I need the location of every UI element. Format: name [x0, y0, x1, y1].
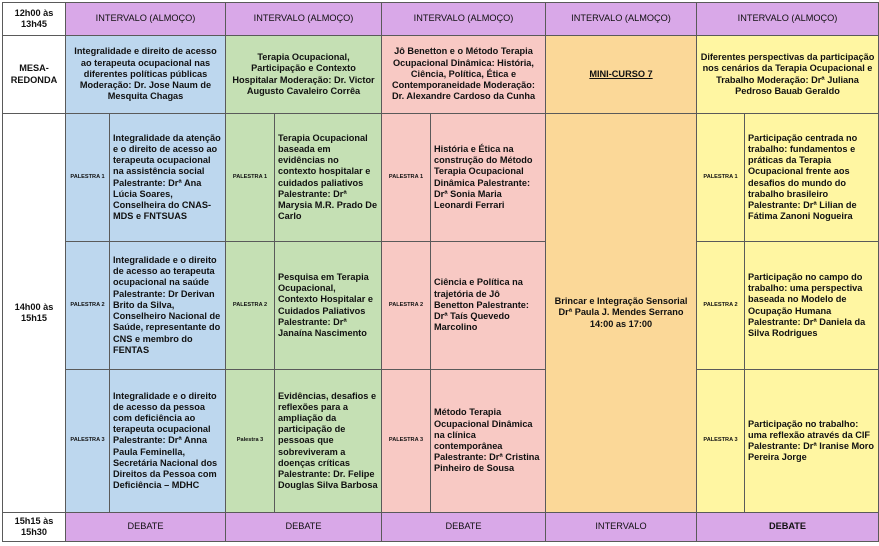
lunch-cell-5: INTERVALO (ALMOÇO)	[697, 3, 879, 36]
yellow-talk-2: Participação no campo do trabalho: uma perspectiva baseada no Modelo de Ocupação Humana Palestrante: Drª Daniela da Silva Rodrigues	[745, 242, 879, 370]
debate-cell-1: DEBATE	[66, 513, 226, 542]
blue-palestra-3-label: PALESTRA 3	[66, 370, 110, 513]
debate-row	[3, 513, 879, 542]
time-mesa: MESA-REDONDA	[3, 36, 66, 114]
yellow-palestra-1-label: PALESTRA 1	[697, 114, 745, 242]
mesa-cell-3: Jô Benetton e o Método Terapia Ocupacional Dinâmica: História, Ciência, Política, Ética e Contemporaneidade Moderação: Dr. Alexandre Cardoso da Cunha	[382, 36, 546, 114]
green-talk-1: Terapia Ocupacional baseada em evidências no contexto hospitalar e cuidados paliativos Palestrante: Drª Marysia M.R. Prado De Carlo	[275, 114, 382, 242]
palestra-row-1	[3, 114, 879, 242]
minicurso-title: MINI-CURSO 7	[589, 68, 653, 79]
time-debate: 15h15 às 15h30	[3, 513, 66, 542]
mesa-cell-5: Diferentes perspectivas da participação nos cenários da Terapia Ocupacional e Trabalho Moderação: Drª Juliana Pedroso Bauab Geraldo	[697, 36, 879, 114]
lunch-row	[3, 3, 879, 36]
pink-palestra-1-label: PALESTRA 1	[382, 114, 431, 242]
time-session: 14h00 às 15h15	[3, 114, 66, 513]
mesa-cell-2: Terapia Ocupacional, Participação e Contexto Hospitalar Moderação: Dr. Victor Augusto Cavaleiro Corrêa	[226, 36, 382, 114]
pink-talk-3: Método Terapia Ocupacional Dinâmica na clínica contemporânea Palestrante: Drª Cristina Pinheiro de Sousa	[431, 370, 546, 513]
debate-cell-5: DEBATE	[697, 513, 879, 542]
blue-talk-1: Integralidade da atenção e o direito de acesso ao terapeuta ocupacional na assistência social Palestrante: Drª Ana Lúcia Soares, Conselheira do CNAS-MDS e FNTSUAS	[110, 114, 226, 242]
lunch-cell-3: INTERVALO (ALMOÇO)	[382, 3, 546, 36]
lunch-cell-1: INTERVALO (ALMOÇO)	[66, 3, 226, 36]
minicurso-body: Brincar e Integração Sensorial Drª Paula J. Mendes Serrano 14:00 as 17:00	[546, 114, 697, 513]
palestra-row-3	[3, 370, 879, 513]
green-talk-3: Evidências, desafios e reflexões para a ampliação da participação de pessoas que sobreviveram a doenças críticas Palestrante: Dr. Felipe Douglas Silva Barbosa	[275, 370, 382, 513]
blue-palestra-1-label: PALESTRA 1	[66, 114, 110, 242]
lunch-cell-2: INTERVALO (ALMOÇO)	[226, 3, 382, 36]
yellow-talk-1: Participação centrada no trabalho: fundamentos e práticas da Terapia Ocupacional frente aos desafios do mundo do trabalho brasileiro Palestrante: Drª Lilian de Fátima Zanoni Nogueira	[745, 114, 879, 242]
green-palestra-1-label: PALESTRA 1	[226, 114, 275, 242]
mesa-row	[3, 36, 879, 114]
pink-talk-1: História e Ética na construção do Método Terapia Ocupacional Dinâmica Palestrante: Drª Sonia Maria Leonardi Ferrari	[431, 114, 546, 242]
interval-cell-4: INTERVALO	[546, 513, 697, 542]
green-talk-2: Pesquisa em Terapia Ocupacional, Contexto Hospitalar e Cuidados Paliativos Palestrante: Drª Janaína Nascimento	[275, 242, 382, 370]
green-palestra-2-label: PALESTRA 2	[226, 242, 275, 370]
blue-talk-2: Integralidade e o direito de acesso ao terapeuta ocupacional na saúde Palestrante: Dr Derivan Brito da Silva, Conselheiro Nacional de Saúde, representante do CNS e membro do FENTAS	[110, 242, 226, 370]
debate-cell-2: DEBATE	[226, 513, 382, 542]
yellow-palestra-2-label: PALESTRA 2	[697, 242, 745, 370]
pink-talk-2: Ciência e Política na trajetória de Jô Benetton Palestrante: Drª Taís Quevedo Marcolino	[431, 242, 546, 370]
yellow-palestra-3-label: PALESTRA 3	[697, 370, 745, 513]
palestra-row-2	[3, 242, 879, 370]
mesa-cell-1: Integralidade e direito de acesso ao terapeuta ocupacional nas diferentes políticas públicas Moderação: Dr. Jose Naum de Mesquita Chagas	[66, 36, 226, 114]
green-palestra-3-label: Palestra 3	[226, 370, 275, 513]
mesa-cell-4	[546, 36, 697, 114]
pink-palestra-3-label: PALESTRA 3	[382, 370, 431, 513]
debate-cell-3: DEBATE	[382, 513, 546, 542]
yellow-talk-3: Participação no trabalho: uma reflexão através da CIF Palestrante: Drª Iranise Moro Pereira Jorge	[745, 370, 879, 513]
pink-palestra-2-label: PALESTRA 2	[382, 242, 431, 370]
blue-palestra-2-label: PALESTRA 2	[66, 242, 110, 370]
lunch-cell-4: INTERVALO (ALMOÇO)	[546, 3, 697, 36]
time-lunch: 12h00 às 13h45	[3, 3, 66, 36]
blue-talk-3: Integralidade e o direito de acesso da pessoa com deficiência ao terapeuta ocupacional Palestrante: Drª Anna Paula Feminella, Secretária Nacional dos Direitos da Pessoa com Deficiência – MDHC	[110, 370, 226, 513]
schedule-table	[2, 2, 879, 542]
